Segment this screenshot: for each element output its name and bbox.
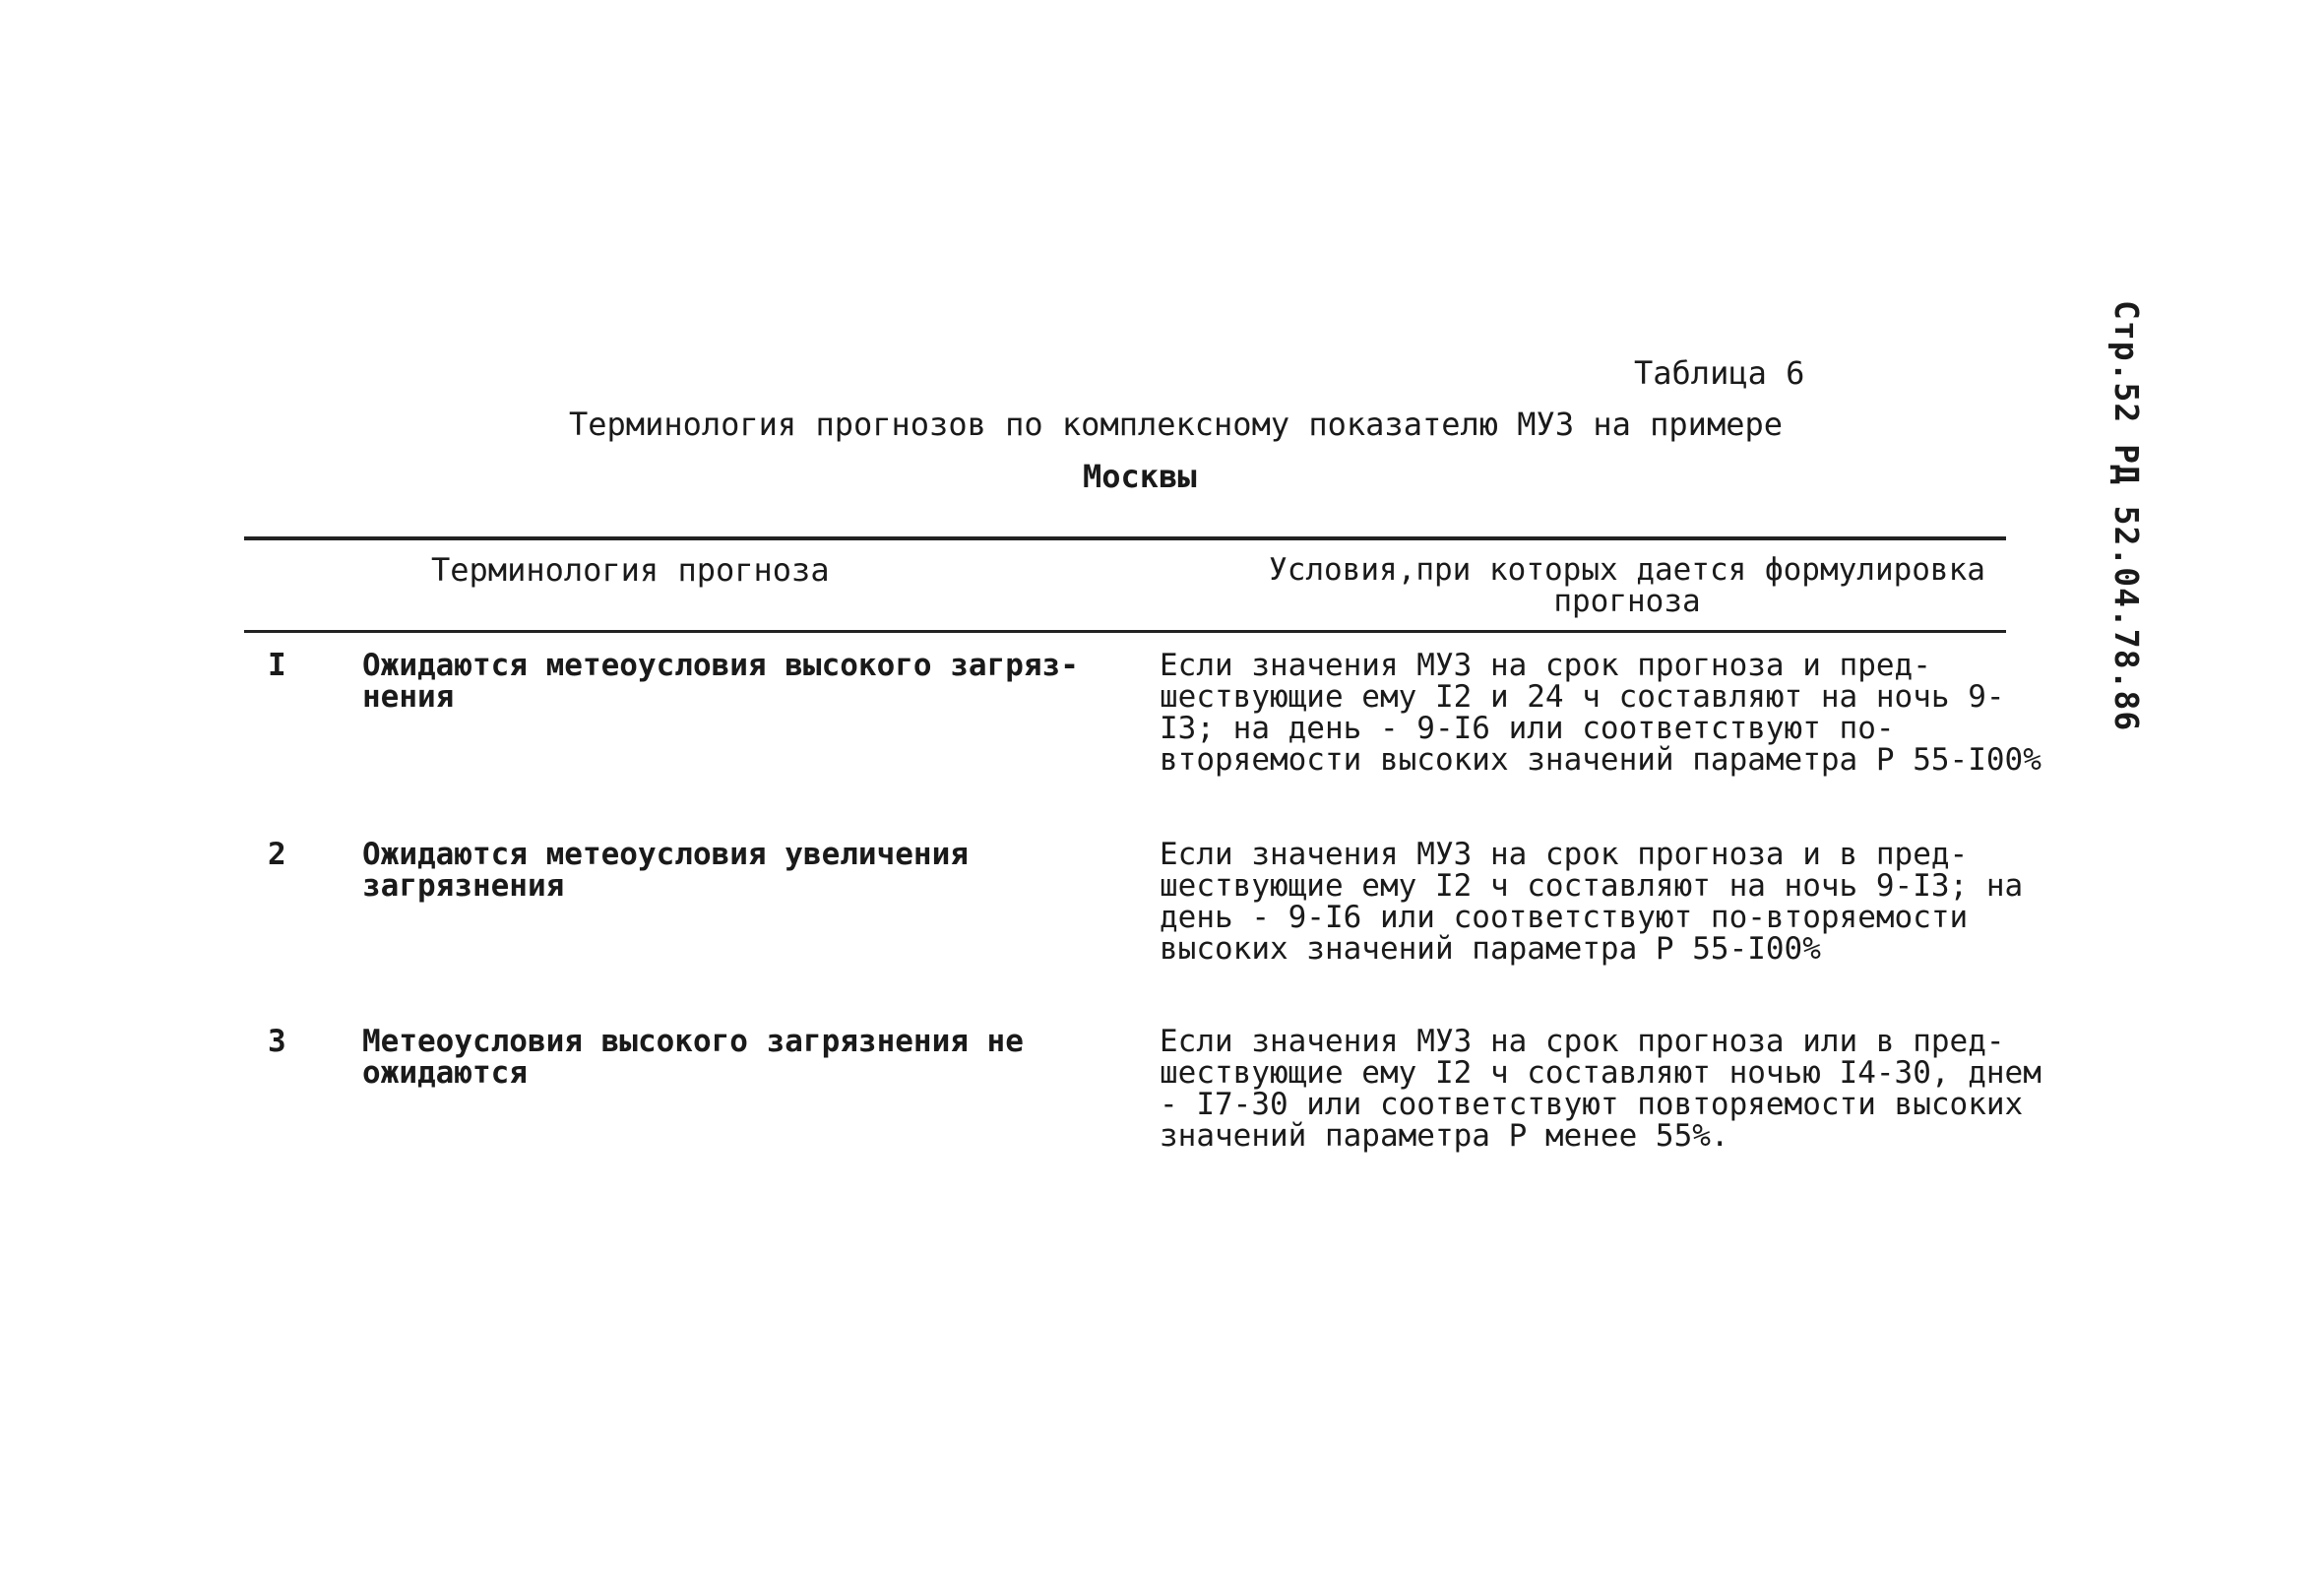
row-condition: Если значения МУЗ на срок прогноза или в пред-шествующие ему I2 ч составляют ночью I4-30, днем - I7-30 или соответствуют повторяемости высоких значений параметра P менее 55%. [1160,1024,2041,1154]
column-header-term: Терминология прогноза [431,551,830,589]
row-number: 2 [268,837,286,872]
column-header-condition: Условия,при которых дается формулировка прогноза [1269,552,1985,619]
row-condition: Если значения МУЗ на срок прогноза и пред-шествующие ему I2 и 24 ч составляют на ночь 9-I3; на день - 9-I6 или соответствуют по-вторяемости высоких значений параметра P 55-I00% [1160,648,2041,778]
table-header-rule [244,630,2006,633]
table-number: Таблица 6 [1634,354,1805,392]
row-condition: Если значения МУЗ на срок прогноза и в пред-шествующие ему I2 ч составляют на ночь 9-I3; на день - 9-I6 или соответствуют по-вторяемости высоких значений параметра P 55-I00% [1160,837,2024,967]
table-title: Терминология прогнозов по комплексному показателю МУЗ на примере [569,406,1783,443]
table-title-city: Москвы [1083,458,1197,495]
row-term: Метеоусловия высокого загрязнения не ожидаются [362,1024,1024,1091]
row-number: 3 [268,1024,286,1059]
page-identifier: Стр.52 РД 52.04.78.86 [2107,300,2146,732]
row-number: I [268,648,286,683]
row-term: Ожидаются метеоусловия увеличения загрязнения [362,837,969,904]
table-top-rule [244,536,2006,540]
row-term: Ожидаются метеоусловия высокого загряз-нения [362,648,1079,715]
